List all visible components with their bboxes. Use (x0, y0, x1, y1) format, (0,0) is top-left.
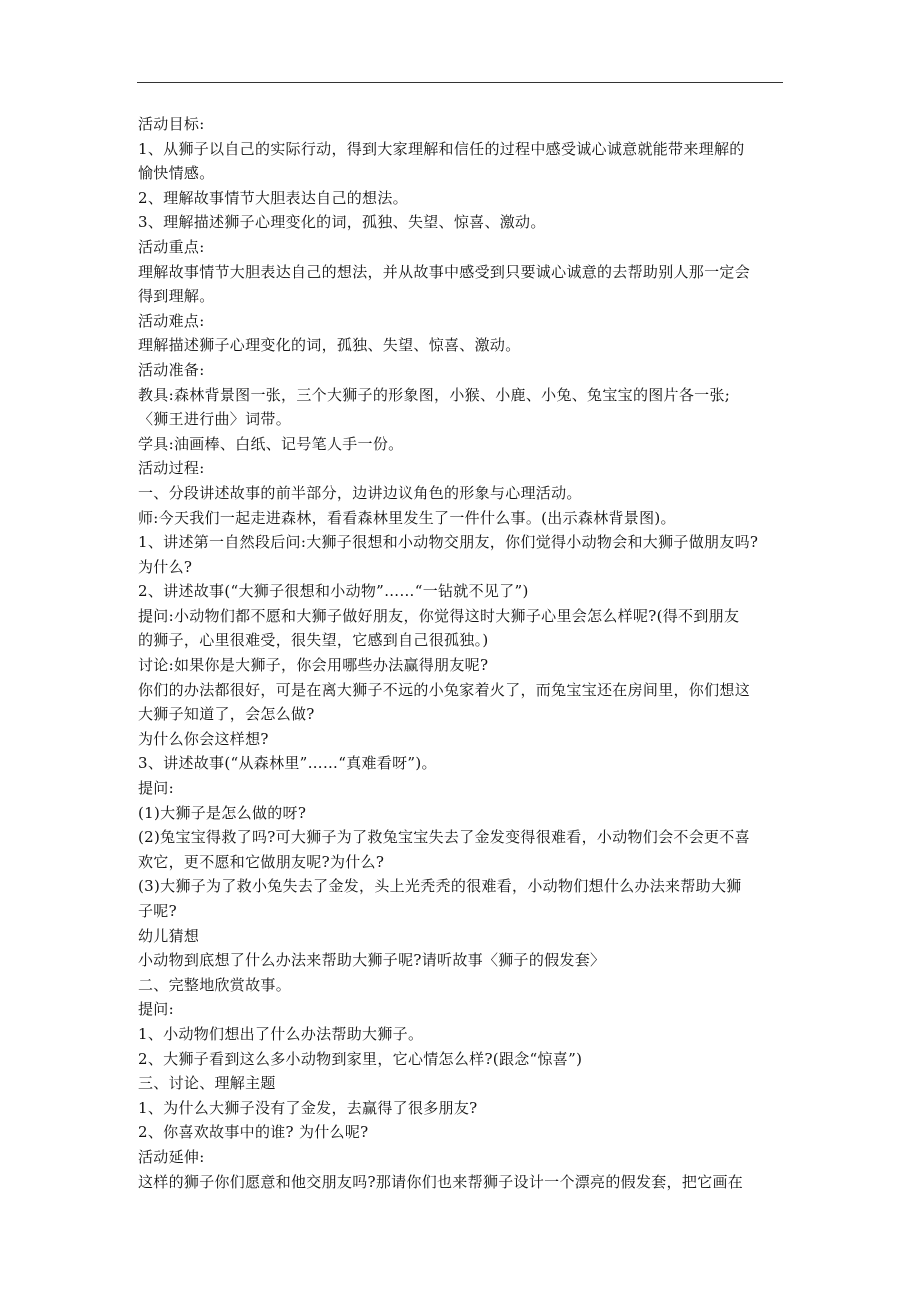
text-line: 活动延伸: (138, 1147, 205, 1166)
text-line: 一、分段讲述故事的前半部分，边讲边议角色的形象与心理活动。 (138, 483, 582, 502)
text-line: 1、小动物们想出了什么办法帮助大狮子。 (138, 1024, 424, 1043)
text-line: 活动准备: (138, 360, 205, 379)
text-line: 教具:森林背景图一张，三个大狮子的形象图，小猴、小鹿、小兔、兔宝宝的图片各一张; (138, 385, 731, 404)
text-line: 愉快情感。 (138, 164, 215, 183)
text-line: 二、完整地欣赏故事。 (138, 975, 292, 994)
text-line: 3、讲述故事(“从森林里”……“真难看呀”)。 (138, 754, 437, 773)
text-line: 提问: (138, 1000, 174, 1019)
text-line: 三、讨论、理解主题 (138, 1074, 276, 1093)
text-line: 2、你喜欢故事中的谁? 为什么呢? (138, 1123, 369, 1142)
text-line: 活动难点: (138, 311, 205, 330)
text-line: 讨论:如果你是大狮子，你会用哪些办法赢得朋友呢? (138, 656, 489, 675)
text-line: 这样的狮子你们愿意和他交朋友吗?那请你们也来帮狮子设计一个漂亮的假发套，把它画在 (138, 1172, 744, 1191)
text-line: 1、从狮子以自己的实际行动，得到大家理解和信任的过程中感受诚心诚意就能带来理解的 (138, 139, 745, 158)
text-line: 为什么你会这样想? (138, 729, 269, 748)
text-line: 理解描述狮子心理变化的词，孤独、失望、惊喜、激动。 (138, 336, 521, 355)
text-line: 提问:小动物们都不愿和大狮子做好朋友，你觉得这时大狮子心里会怎么样呢?(得不到朋友 (138, 606, 740, 625)
text-line: 活动过程: (138, 459, 205, 478)
text-line: 大狮子知道了，会怎么做? (138, 705, 315, 724)
text-line: 为什么? (138, 557, 193, 576)
text-line: (2)兔宝宝得救了吗?可大狮子为了救兔宝宝失去了金发变得很难看，小动物们会不会更不喜 (138, 828, 750, 847)
text-line: 师:今天我们一起走进森林，看看森林里发生了一件什么事。(出示森林背景图)。 (138, 508, 676, 527)
text-line: 2、理解故事情节大胆表达自己的想法。 (138, 188, 408, 207)
text-line: 小动物到底想了什么办法来帮助大狮子呢?请听故事〈狮子的假发套〉 (138, 951, 606, 970)
text-line: 3、理解描述狮子心理变化的词，孤独、失望、惊喜、激动。 (138, 213, 546, 232)
text-line: 你们的办法都很好，可是在离大狮子不远的小兔家着火了，而兔宝宝还在房间里，你们想这 (138, 680, 751, 699)
text-line: 2、讲述故事(“大狮子很想和小动物”……“一钻就不见了”) (138, 582, 529, 601)
text-line: 〈狮王进行曲〉词带。 (138, 410, 292, 429)
header-rule (137, 82, 783, 83)
text-line: 提问: (138, 779, 174, 798)
text-line: 幼儿猜想 (138, 926, 200, 945)
text-line: (1)大狮子是怎么做的呀? (138, 803, 307, 822)
text-line: 1、讲述第一自然段后问:大狮子很想和小动物交朋友，你们觉得小动物会和大狮子做朋友吗? (138, 533, 759, 552)
text-line: 得到理解。 (138, 287, 215, 306)
document-body (138, 112, 786, 1194)
text-line: 的狮子，心里很难受，很失望，它感到自己很孤独。) (138, 631, 489, 650)
text-line: 理解故事情节大胆表达自己的想法，并从故事中感受到只要诚心诚意的去帮助别人那一定会 (138, 262, 751, 281)
text-line: 2、大狮子看到这么多小动物到家里，它心情怎么样?(跟念“惊喜”) (138, 1049, 583, 1068)
text-line: (3)大狮子为了救小兔失去了金发，头上光秃秃的很难看，小动物们想什么办法来帮助大狮 (138, 877, 742, 896)
text-line: 1、为什么大狮子没有了金发，去赢得了很多朋友? (138, 1098, 478, 1117)
text-line: 学具:油画棒、白纸、记号笔人手一份。 (138, 434, 404, 453)
text-line: 活动重点: (138, 237, 205, 256)
text-line: 子呢? (138, 902, 177, 920)
text-line: 欢它，更不愿和它做朋友呢?为什么? (138, 852, 385, 871)
text-line: 活动目标: (138, 115, 205, 133)
